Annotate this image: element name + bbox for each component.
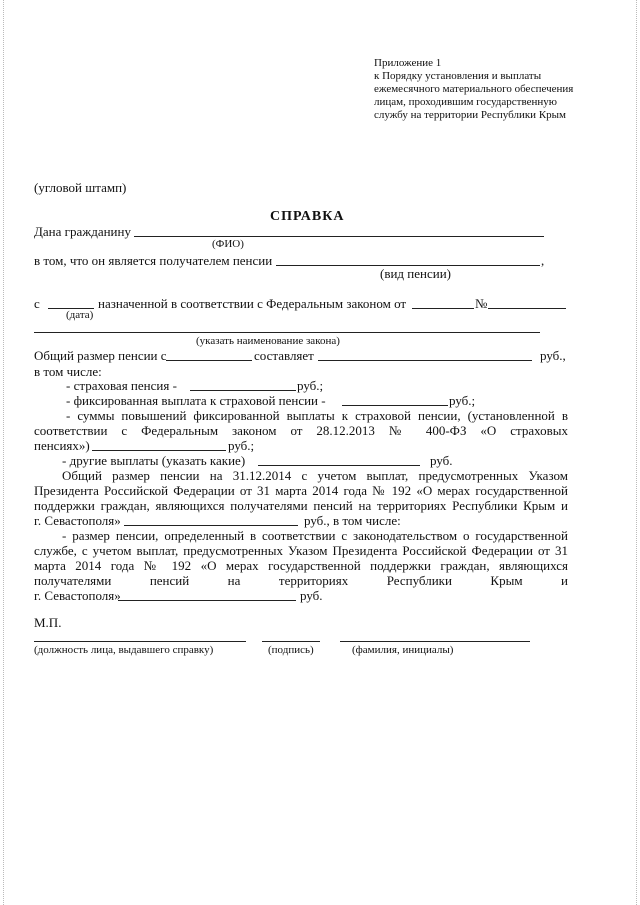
other-amount-field[interactable]	[258, 465, 420, 466]
from-prefix: с	[34, 296, 40, 311]
scan-edge-left	[3, 0, 4, 905]
p3-line-4: получателями пенсий на территориях Республики Крым и	[34, 573, 568, 588]
p2-line-4b: руб., в том числе:	[304, 513, 401, 528]
p2-line-2: Президента Российской Федерации от 31 марта 2014 года № 192 «О мерах государственной	[34, 483, 568, 498]
signature-line[interactable]	[262, 641, 320, 642]
fixed-label: - фиксированная выплата к страховой пенсии -	[66, 393, 326, 408]
p2-amount-field[interactable]	[124, 525, 298, 526]
position-hint: (должность лица, выдавшего справку)	[34, 644, 214, 656]
increase-rub: руб.;	[228, 438, 255, 453]
pension-type-hint: (вид пенсии)	[380, 266, 451, 281]
document-title: СПРАВКА	[270, 209, 345, 224]
name-signature-line[interactable]	[340, 641, 530, 642]
p3-line-3: марта 2014 года № 192 «О мерах государственной поддержки граждан, являющихся	[34, 558, 568, 573]
recipient-text: в том, что он является получателем пенсии	[34, 253, 273, 268]
law-name-hint: (указать наименование закона)	[196, 335, 340, 347]
other-rub: руб.	[430, 453, 453, 468]
date-hint: (дата)	[66, 309, 94, 321]
appendix-line: лицам, проходившим государственную	[374, 96, 557, 108]
signature-hint: (подпись)	[268, 644, 314, 656]
p2-line-1: Общий размер пенсии на 31.12.2014 с учетом выплат, предусмотренных Указом	[62, 468, 568, 483]
position-signature-line[interactable]	[34, 641, 246, 642]
p3-amount-field[interactable]	[118, 600, 296, 601]
scan-edge-right	[636, 0, 637, 905]
total-is-label: составляет	[254, 348, 314, 363]
increase-line-2: соответствии с Федеральным законом от 28.12.2013 № 400-ФЗ «О страховых	[34, 423, 568, 438]
insurance-label: - страховая пенсия -	[66, 378, 177, 393]
seal-place-label: М.П.	[34, 615, 62, 630]
p3-line-2: службе, с учетом выплат, предусмотренных Указом Президента Российской Федерации от 31	[34, 543, 568, 558]
increase-line-1: - суммы повышений фиксированной выплаты к страховой пенсии, (установленной в	[66, 408, 568, 423]
insurance-rub: руб.;	[297, 378, 324, 393]
assigned-text: назначенной в соответствии с Федеральным законом от	[98, 296, 407, 311]
appendix-block	[374, 57, 574, 122]
issued-to-label: Дана гражданину	[34, 224, 131, 239]
p3-line-1: - размер пенсии, определенный в соответствии с законодательством о государственной	[62, 528, 568, 543]
total-rub: руб.,	[540, 348, 566, 363]
appendix-line: Приложение 1	[374, 57, 442, 69]
total-amount-field[interactable]	[318, 360, 532, 361]
other-label: - другие выплаты (указать какие)	[62, 453, 246, 468]
insurance-amount-field[interactable]	[190, 390, 296, 391]
law-date-field[interactable]	[412, 308, 474, 309]
fixed-amount-field[interactable]	[342, 405, 448, 406]
appendix-line: службу на территории Республики Крым	[374, 109, 567, 121]
including-label: в том числе:	[34, 364, 102, 379]
fixed-rub: руб.;	[449, 393, 476, 408]
comma: ,	[541, 253, 545, 268]
appendix-line: ежемесячного материального обеспечения	[374, 83, 574, 95]
increase-amount-field[interactable]	[92, 450, 226, 451]
name-hint: (фамилия, инициалы)	[352, 644, 454, 656]
fio-field[interactable]	[134, 236, 544, 237]
p3-line-5b: руб.	[300, 588, 323, 603]
appendix-line: к Порядку установления и выплаты	[374, 70, 542, 82]
p2-line-3: поддержки граждан, являющихся получателями пенсий на территориях Республики Крым и	[34, 498, 568, 513]
law-number-field[interactable]	[488, 308, 566, 309]
number-sign: №	[475, 296, 488, 311]
total-from-label: Общий размер пенсии с	[34, 348, 167, 363]
p3-line-5a: г. Севастополя»	[34, 588, 121, 603]
increase-line-3: пенсиях»)	[34, 438, 90, 453]
total-date-field[interactable]	[166, 360, 252, 361]
corner-stamp-label: (угловой штамп)	[34, 180, 127, 195]
p2-line-4a: г. Севастополя»	[34, 513, 121, 528]
fio-hint: (ФИО)	[212, 238, 244, 250]
law-name-field[interactable]	[34, 332, 540, 333]
